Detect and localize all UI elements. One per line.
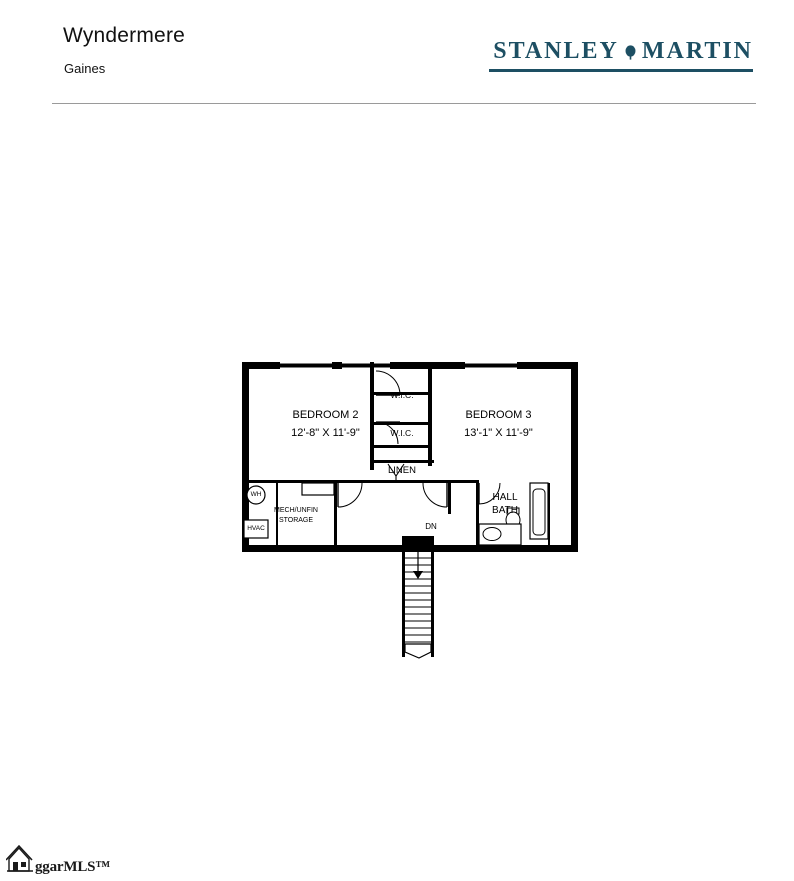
marker-label-water-heater: WH (250, 491, 262, 498)
brand-name-part1: STANLEY (493, 38, 619, 64)
room-label-wic-top: W.I.C. (390, 390, 414, 400)
mls-logo-text: ggarMLS™ (35, 859, 111, 875)
room-label-linen: LINEN (388, 465, 416, 476)
room-label-storage: STORAGE (278, 517, 314, 524)
room-dimensions-bedroom-2: 12'-8" X 11'-9" (291, 427, 360, 439)
mls-logo (6, 845, 110, 877)
page-subtitle: Gaines (64, 61, 106, 76)
brand-logo (485, 38, 753, 65)
room-label-bath: BATH (492, 505, 518, 516)
header-divider (52, 103, 756, 104)
page-title: Wyndermere (63, 24, 186, 47)
room-label-bedroom-3: BEDROOM 3 (465, 409, 532, 421)
floorplan-drawing (230, 352, 590, 662)
room-label-hall: HALL (492, 492, 518, 503)
brand-name (493, 38, 753, 64)
house-logo-icon (6, 842, 34, 877)
room-label-bedroom-2: BEDROOM 2 (292, 409, 359, 421)
marker-label-hvac: HVAC (247, 525, 265, 532)
marker-label-stair-down: DN (425, 522, 437, 531)
page-header (0, 0, 794, 110)
room-label-wic-lower: W.I.C. (390, 428, 414, 438)
room-label-mech-unfin: MECH/UNFIN (274, 507, 318, 514)
brand-underline (489, 69, 753, 72)
brand-name-part2: MARTIN (641, 38, 753, 64)
room-dimensions-bedroom-3: 13'-1" X 11'-9" (464, 427, 533, 439)
tree-emblem-icon (624, 45, 637, 60)
